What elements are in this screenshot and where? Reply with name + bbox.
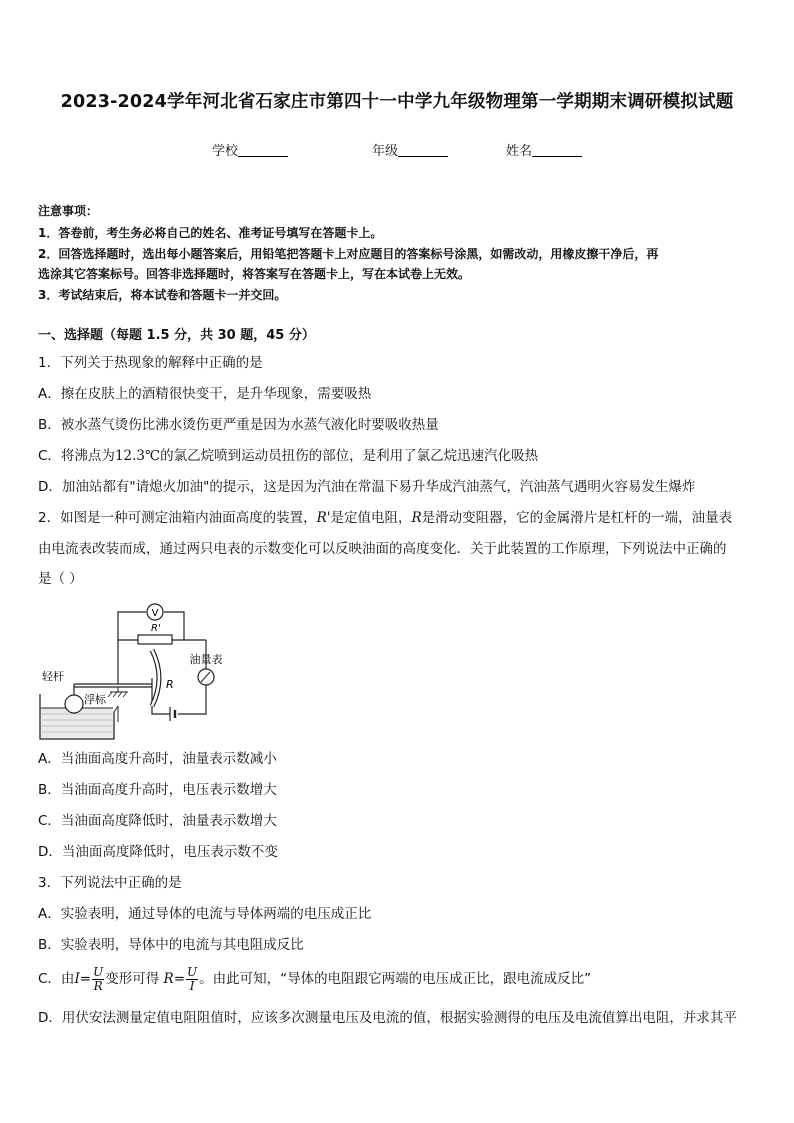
q3-option-c (38, 962, 756, 996)
q3-option-b: B．实验表明，导体中的电流与其电阻成反比 (38, 937, 304, 953)
formula-i: I (74, 971, 80, 987)
formula-r: R (163, 971, 174, 987)
fixed-resistor-label: R' (151, 623, 161, 634)
fraction-u-over-r (92, 966, 104, 993)
exam-title: 2023-2024学年河北省石家庄市第四十一中学九年级物理第一学期期末调研模拟试题 (60, 92, 734, 112)
q1-c-pre: C．将沸点为 (38, 448, 115, 464)
battery (170, 707, 175, 721)
q2-option-b: B．当油面高度升高时，电压表示数增大 (38, 782, 277, 798)
grade-blank (398, 142, 448, 157)
voltmeter-label: V (151, 608, 159, 619)
notice-item-2: 2．回答选择题时，选出每小题答案后，用铅笔把答题卡上对应题目的答案标号涂黑，如需改动，用橡皮擦干净后，再 (38, 247, 659, 261)
voltmeter-symbol (147, 604, 163, 620)
q1-stem: 1．下列关于热现象的解释中正确的是 (38, 355, 263, 371)
fixed-resistor (138, 623, 172, 644)
q2-stem-2: 由电流表改装而成，通过两只电表的示数变化可以反映油面的高度变化．关于此装置的工作原理，下列说法中正确的 (38, 541, 727, 557)
q2-option-d: D．当油面高度降低时，电压表示数不变 (38, 844, 278, 860)
q2-stem-3: 是（ ） (38, 571, 83, 587)
oil-gauge-meter (190, 652, 223, 685)
formula-eq-2: = (173, 971, 185, 987)
lever-label: 轻杆 (42, 670, 64, 683)
rheostat-label: R (166, 678, 174, 691)
notice-heading: 注意事项： (38, 204, 99, 218)
q2-stem-b: 是定值电阻， (330, 510, 412, 526)
grade-label: 年级 (372, 144, 399, 159)
q3-c-pre: C．由 (38, 971, 75, 987)
q3-option-a: A．实验表明，通过导体的电流与导体两端的电压成正比 (38, 906, 372, 922)
q3-c-post: 。由此可知，“导体的电阻跟它两端的电压成正比，跟电流成反比” (199, 971, 592, 987)
q2-stem-a: 2．如图是一种可测定油箱内油面高度的装置， (38, 510, 317, 526)
fraction-denominator-r: R (93, 978, 103, 993)
q2-r: R (411, 510, 422, 526)
q1-option-b: B．被水蒸气烫伤比沸水烫伤更严重是因为水蒸气液化时要吸收热量 (38, 417, 439, 433)
school-field (212, 140, 288, 159)
float-ball (65, 695, 83, 713)
q2-option-a: A．当油面高度升高时，油量表示数减小 (38, 751, 277, 767)
q2-stem-c: 是滑动变阻器，它的金属滑片是杠杆的一端，油量表 (421, 510, 733, 526)
section-heading: 一、选择题（每题 1.5 分，共 30 题，45 分） (38, 328, 315, 343)
notice-item-3: 3．考试结束后，将本试卷和答题卡一并交回。 (38, 288, 287, 302)
fraction-u-over-i (186, 966, 198, 993)
grade-field (372, 140, 448, 159)
fraction-numerator-u-2: U (187, 964, 198, 979)
q1-option-d: D．加油站都有"请熄火加油"的提示，这是因为汽油在常温下易升华成汽油蒸气，汽油蒸气遇明火容易发生爆炸 (38, 479, 696, 495)
oil-gauge-label: 油量表 (189, 653, 223, 666)
float-label: 浮标 (84, 693, 106, 706)
q3-stem: 3．下列说法中正确的是 (38, 875, 182, 891)
formula-eq: = (79, 971, 92, 987)
q2-stem-1 (38, 509, 756, 527)
rheostat (152, 650, 174, 706)
school-blank (238, 142, 288, 157)
fraction-numerator-u: U (93, 964, 104, 979)
school-label: 学校 (212, 144, 239, 159)
q2-option-c: C．当油面高度降低时，油量表示数增大 (38, 813, 277, 829)
q3-option-d: D．用伏安法测量定值电阻阻值时，应该多次测量电压及电流的值，根据实验测得的电压及电流值算出电阻，并求其平 (38, 1010, 737, 1026)
fraction-denominator-i: I (189, 978, 195, 993)
q2-r-prime: R' (316, 510, 331, 526)
oil-gauge-circuit-diagram (38, 600, 228, 745)
notice-item-2-cont: 选涂其它答案标号。回答非选择题时，将答案写在答题卡上，写在本试卷上无效。 (38, 267, 471, 281)
notice-item-1: 1．答卷前，考生务必将自己的姓名、准考证号填写在答题卡上。 (38, 226, 383, 240)
q1-option-a: A．擦在皮肤上的酒精很快变干，是升华现象，需要吸热 (38, 386, 372, 402)
q1-c-post: 的氯乙烷喷到运动员扭伤的部位，是利用了氯乙烷迅速汽化吸热 (160, 448, 539, 464)
q1-option-c (38, 447, 756, 465)
q3-c-mid: 变形可得 (105, 971, 160, 987)
name-blank (532, 142, 582, 157)
name-field (506, 140, 582, 159)
q1-c-value: 12.3℃ (114, 448, 161, 464)
name-label: 姓名 (506, 144, 533, 159)
